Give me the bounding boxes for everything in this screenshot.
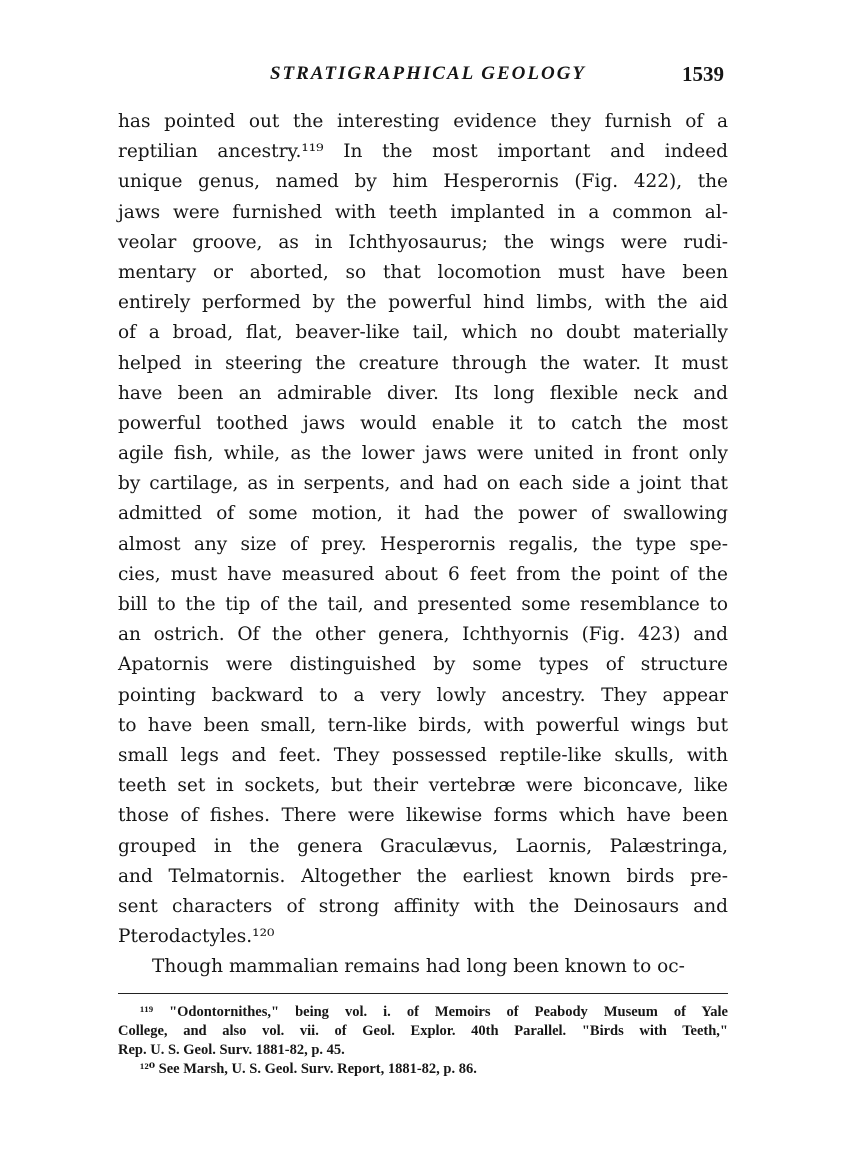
text-line: have been an admirable diver. Its long flexible neck and [118, 382, 728, 404]
body-text [118, 107, 728, 982]
text-line: an ostrich. Of the other genera, Ichthyornis (Fig. 423) and [118, 624, 728, 646]
text-line: of a broad, flat, beaver-like tail, which no doubt materially [118, 322, 728, 344]
text-line: sent characters of strong affinity with the Deinosaurs and [118, 895, 728, 917]
text-line: powerful toothed jaws would enable it to catch the most [118, 412, 728, 434]
footnote-119-line: Rep. U. S. Geol. Surv. 1881-82, p. 45. [118, 1042, 345, 1058]
running-head [118, 58, 738, 90]
text-line: grouped in the genera Graculævus, Laornis, Palæstringa, [118, 835, 728, 857]
running-title: STRATIGRAPHICAL GEOLOGY [269, 63, 587, 84]
footnote-120-line: ¹²⁰ See Marsh, U. S. Geol. Surv. Report, 1881-82, p. 86. [140, 1061, 477, 1077]
text-line: unique genus, named by him Hesperornis (Fig. 422), the [118, 171, 728, 193]
text-line: bill to the tip of the tail, and presented some resemblance to [118, 594, 728, 615]
footnote-119-line: College, and also vol. vii. of Geol. Explor. 40th Parallel. "Birds with Teeth," [118, 1023, 728, 1039]
text-line: cies, must have measured about 6 feet from the point of the [118, 563, 728, 585]
text-line: helped in steering the creature through the water. It must [118, 352, 728, 374]
text-line: teeth set in sockets, but their vertebræ were biconcave, like [118, 775, 728, 797]
paragraph-end-line: Pterodactyles.¹²⁰ [118, 926, 275, 948]
text-line: agile fish, while, as the lower jaws were united in front only [118, 443, 728, 465]
text-line: pointing backward to a very lowly ancestry. They appear [118, 684, 728, 706]
text-line: has pointed out the interesting evidence they furnish of a [118, 111, 728, 132]
footnote-rule [118, 993, 728, 994]
text-line: veolar groove, as in Ichthyosaurus; the wings were rudi- [118, 231, 728, 253]
text-line: jaws were furnished with teeth implanted in a common al- [118, 201, 728, 223]
paragraph-start-line: Though mammalian remains had long been known to oc- [152, 956, 685, 978]
text-line: to have been small, tern-like birds, with powerful wings but [118, 714, 728, 736]
text-line: by cartilage, as in serpents, and had on each side a joint that [118, 473, 728, 495]
page-number: 1539 [682, 62, 724, 86]
text-line: those of fishes. There were likewise forms which have been [118, 805, 728, 827]
text-line: admitted of some motion, it had the power of swallowing [118, 503, 728, 525]
text-line: small legs and feet. They possessed reptile-like skulls, with [118, 744, 728, 766]
text-line: Apatornis were distinguished by some types of structure [118, 654, 728, 676]
text-line: almost any size of prey. Hesperornis regalis, the type spe- [118, 533, 728, 555]
text-line: mentary or aborted, so that locomotion must have been [118, 261, 728, 283]
text-line: reptilian ancestry.¹¹⁹ In the most important and indeed [118, 141, 728, 163]
footnote-119-line: ¹¹⁹ "Odontornithes," being vol. i. of Memoirs of Peabody Museum of Yale [140, 1004, 728, 1020]
footnotes [118, 1003, 728, 1079]
text-line: and Telmatornis. Altogether the earliest known birds pre- [118, 865, 728, 887]
text-line: entirely performed by the powerful hind limbs, with the aid [118, 292, 728, 314]
